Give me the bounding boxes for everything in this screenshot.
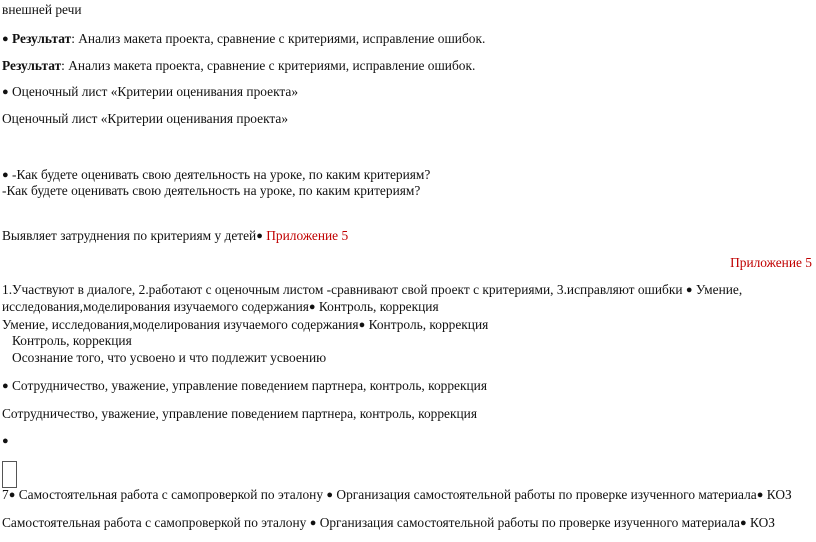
step-number: 7 [2, 487, 9, 502]
cooperation-text: Сотрудничество, уважение, управление поведением партнера, контроль, коррекция [8, 378, 487, 393]
cooperation-line: Сотрудничество, уважение, управление поведением партнера, контроль, коррекция [2, 406, 477, 421]
result-text: : Анализ макета проекта, сравнение с критериями, исправление ошибок. [61, 58, 476, 73]
bullet-icon: ● [256, 230, 263, 242]
text-line: внешней речи [2, 2, 82, 17]
awareness-line: Осознание того, что усвоено и что подлежит усвоению [2, 350, 327, 365]
evaluation-sheet-text: Оценочный лист «Критерии оценивания проекта» [8, 84, 299, 99]
bullet-icon: ● [8, 489, 16, 501]
skill-research-line [2, 317, 488, 334]
placeholder-box [2, 461, 17, 488]
difficulties-text: Выявляет затруднения по критериям у детей [2, 228, 257, 243]
bullet-icon: ● [2, 435, 9, 447]
koz-text: КОЗ [746, 515, 775, 530]
bullet-icon: ● [2, 86, 9, 98]
control-text: Контроль, коррекция [315, 299, 439, 314]
bullet-icon: ● [358, 319, 366, 331]
research-line [2, 299, 439, 316]
activities-text: 1.Участвуют в диалоге, 2.работают с оценочным листом -сравнивают свой проект с критериями, 3.исправляют ошибки [2, 282, 686, 297]
result-heading: Результат [2, 58, 62, 73]
lone-bullet [2, 433, 9, 450]
cooperation-bullet-line [2, 378, 487, 395]
bullet-icon: ● [309, 517, 317, 529]
bullet-icon: ● [2, 33, 9, 45]
result-bullet-line [2, 31, 485, 48]
koz-text: КОЗ [763, 487, 792, 502]
independent-work-line [2, 515, 775, 532]
independent-work-text: Самостоятельная работа с самопроверкой по эталону [15, 487, 327, 502]
activities-line [2, 282, 742, 299]
result-line [2, 58, 475, 74]
bullet-icon: ● [756, 489, 764, 501]
organization-text: Организация самостоятельной работы по проверке изученного материала [333, 487, 757, 502]
result-text: : Анализ макета проекта, сравнение с критериями, исправление ошибок. [71, 31, 486, 46]
question-text: -Как будете оценивать свою деятельность на уроке, по каким критериям? [8, 167, 431, 182]
independent-work-text: Самостоятельная работа с самопроверкой по эталону [2, 515, 310, 530]
question-line: -Как будете оценивать свою деятельность на уроке, по каким критериям? [2, 183, 421, 198]
bullet-icon: ● [740, 517, 747, 529]
difficulties-line [2, 228, 348, 245]
research-text: Умение, исследования,моделирования изучаемого содержания [2, 317, 359, 332]
control-text: Контроль, коррекция [365, 317, 489, 332]
bullet-icon: ● [308, 301, 316, 313]
bullet-icon: ● [2, 380, 9, 392]
research-text: исследования,моделирования изучаемого содержания [2, 299, 309, 314]
skill-text: Умение, [692, 282, 743, 297]
control-line: Контроль, коррекция [2, 333, 132, 348]
organization-text: Организация самостоятельной работы по проверке изученного материала [316, 515, 741, 530]
result-heading: Результат [12, 31, 72, 46]
appendix-label: Приложение 5 [730, 255, 812, 270]
evaluation-sheet-bullet-line [2, 84, 298, 101]
question-bullet-line [2, 167, 430, 184]
evaluation-sheet-line: Оценочный лист «Критерии оценивания проекта» [2, 111, 289, 126]
appendix-link: Приложение 5 [262, 228, 349, 243]
bullet-icon: ● [326, 489, 334, 501]
independent-work-bullet-line [2, 487, 792, 504]
bullet-icon: ● [685, 284, 693, 296]
bullet-icon: ● [2, 169, 9, 181]
